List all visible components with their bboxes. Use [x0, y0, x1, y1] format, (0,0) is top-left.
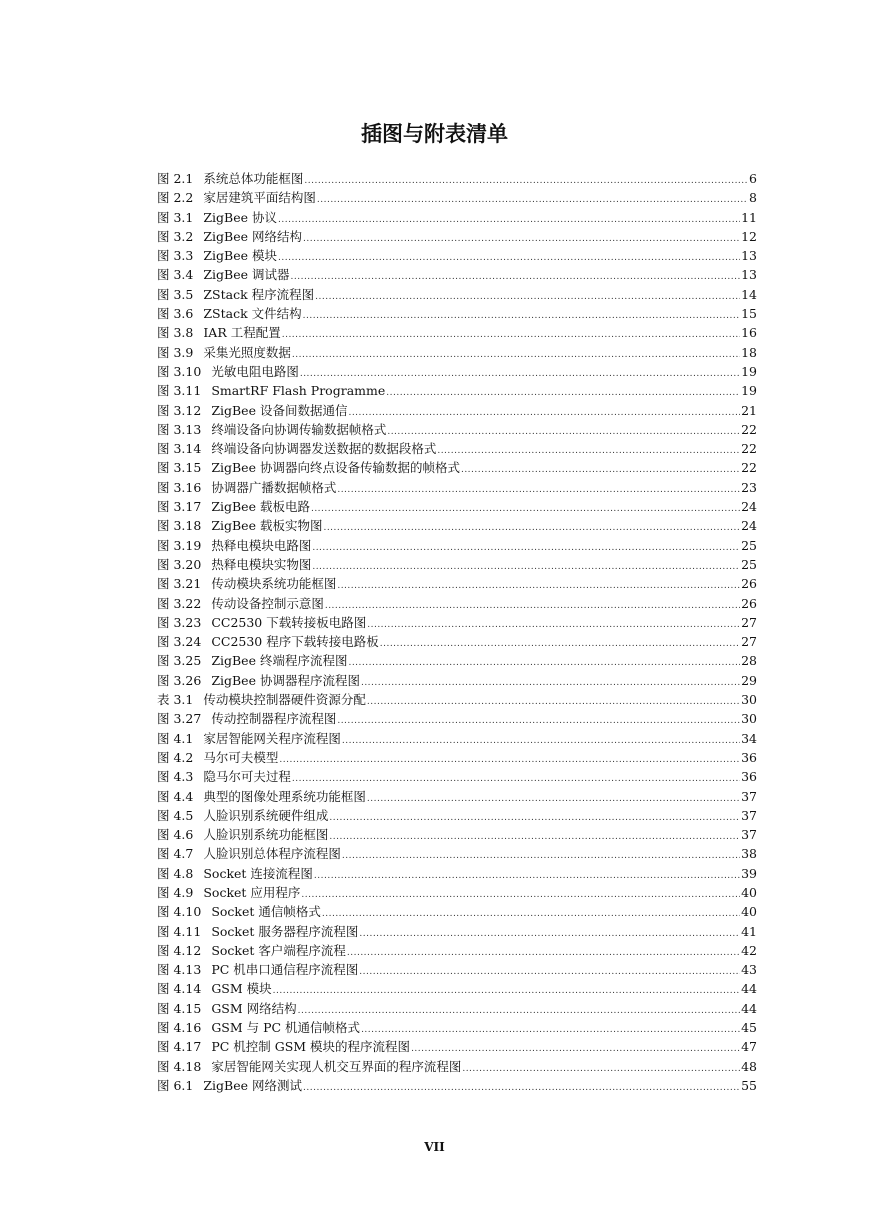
page-title: 插图与附表清单	[361, 122, 508, 146]
entry-number: 图 3.4	[157, 267, 194, 283]
entry-label: 人脸识别系统硬件组成	[203, 807, 329, 823]
entry-page: 38	[741, 846, 757, 862]
entry-number: 图 3.24	[157, 634, 202, 650]
dot-leader	[311, 500, 740, 519]
entry-label: ZigBee 载板电路	[211, 499, 310, 515]
toc-entry[interactable]	[157, 439, 757, 458]
entry-number: 图 3.20	[157, 556, 202, 572]
entry-page: 30	[741, 692, 757, 708]
dot-leader	[337, 712, 740, 731]
dot-leader	[317, 191, 748, 210]
entry-number: 图 4.2	[157, 749, 194, 765]
toc-entry[interactable]	[157, 883, 757, 902]
toc-entry[interactable]	[157, 169, 757, 188]
dot-leader	[359, 925, 740, 944]
entry-label: 家居智能网关实现人机交互界面的程序流程图	[211, 1058, 462, 1074]
dot-leader	[323, 519, 740, 538]
dot-leader	[325, 597, 740, 616]
entry-label: Socket 连接流程图	[203, 865, 313, 881]
entry-label: ZigBee 协调器程序流程图	[211, 672, 360, 688]
entry-label: 传动模块控制器硬件资源分配	[203, 692, 366, 708]
entry-number: 图 3.8	[157, 325, 194, 341]
dot-leader	[303, 230, 740, 249]
entry-page: 30	[741, 711, 757, 727]
entry-label: 家居智能网关程序流程图	[203, 730, 341, 746]
entry-label: GSM 模块	[211, 981, 272, 997]
dot-leader	[342, 847, 740, 866]
entry-number: 图 3.25	[157, 653, 202, 669]
dot-leader	[312, 558, 740, 577]
entry-page: 44	[741, 981, 757, 997]
dot-leader	[387, 423, 740, 442]
entry-number: 图 4.13	[157, 962, 202, 978]
entry-page: 14	[741, 286, 757, 302]
entry-number: 图 4.1	[157, 730, 194, 746]
entry-page: 36	[741, 749, 757, 765]
entry-label: Socket 客户端程序流程	[211, 942, 346, 958]
entry-page: 37	[741, 788, 757, 804]
entry-page: 19	[741, 383, 757, 399]
dot-leader	[461, 461, 740, 480]
entry-label: ZigBee 终端程序流程图	[211, 653, 348, 669]
entry-page: 28	[741, 653, 757, 669]
entry-page: 37	[741, 807, 757, 823]
entry-number: 图 3.3	[157, 248, 194, 264]
entry-number: 图 4.10	[157, 904, 202, 920]
dot-leader	[342, 732, 740, 751]
entry-label: 光敏电阻电路图	[211, 363, 299, 379]
toc-entry[interactable]	[157, 902, 757, 921]
entry-number: 图 4.15	[157, 1000, 202, 1016]
entry-number: 图 4.17	[157, 1039, 202, 1055]
entry-label: ZigBee 调试器	[203, 267, 290, 283]
entry-number: 图 3.10	[157, 363, 202, 379]
toc-entry[interactable]	[157, 420, 757, 439]
entry-page: 27	[741, 634, 757, 650]
entry-page: 43	[741, 962, 757, 978]
entry-label: ZigBee 协调器向终点设备传输数据的帧格式	[211, 460, 460, 476]
entry-page: 40	[741, 884, 757, 900]
entry-label: PC 机串口通信程序流程图	[211, 962, 359, 978]
entry-label: 采集光照度数据	[203, 344, 291, 360]
entry-page: 55	[741, 1077, 757, 1093]
toc-entry[interactable]	[157, 671, 757, 690]
entry-number: 图 3.16	[157, 479, 202, 495]
toc-entry[interactable]	[157, 613, 757, 632]
entry-label: SmartRF Flash Programme	[211, 383, 386, 399]
entry-page: 12	[741, 228, 757, 244]
dot-leader	[348, 404, 740, 423]
entry-label: ZigBee 模块	[203, 248, 277, 264]
dot-leader	[367, 616, 740, 635]
entry-number: 图 4.11	[157, 923, 202, 939]
entry-label: 终端设备向协调器发送数据的数据段格式	[211, 441, 437, 457]
dot-leader	[322, 905, 740, 924]
dot-leader	[292, 346, 740, 365]
entry-page: 48	[741, 1058, 757, 1074]
toc-entry[interactable]	[157, 208, 757, 227]
entry-page: 16	[741, 325, 757, 341]
dot-leader	[304, 172, 748, 191]
entry-page: 42	[741, 942, 757, 958]
entry-label: 协调器广播数据帧格式	[211, 479, 337, 495]
entry-label: 隐马尔可夫过程	[203, 769, 291, 785]
toc-entry[interactable]	[157, 729, 757, 748]
entry-label: ZigBee 载板实物图	[211, 518, 323, 534]
toc-entry[interactable]	[157, 844, 757, 863]
toc-entry[interactable]	[157, 922, 757, 941]
toc-entry[interactable]	[157, 632, 757, 651]
entry-page: 18	[741, 344, 757, 360]
entry-label: 热释电模块实物图	[211, 556, 312, 572]
dot-leader	[278, 249, 740, 268]
entry-label: ZigBee 网络测试	[203, 1077, 302, 1093]
entry-page: 44	[741, 1000, 757, 1016]
dot-leader	[314, 867, 740, 886]
entry-label: 典型的图像处理系统功能框图	[203, 788, 366, 804]
entry-label: Socket 通信帧格式	[211, 904, 321, 920]
toc-entry[interactable]	[157, 555, 757, 574]
toc-entry[interactable]	[157, 594, 757, 613]
entry-number: 图 4.5	[157, 807, 194, 823]
dot-leader	[347, 944, 740, 963]
entry-number: 图 4.9	[157, 884, 194, 900]
entry-page: 23	[741, 479, 757, 495]
entry-number: 图 3.18	[157, 518, 202, 534]
dot-leader	[282, 326, 740, 345]
entry-label: IAR 工程配置	[203, 325, 281, 341]
entry-label: 传动设备控制示意图	[211, 595, 324, 611]
dot-leader	[367, 693, 740, 712]
entry-page: 22	[741, 460, 757, 476]
toc-entry[interactable]	[157, 690, 757, 709]
page-number: VII	[424, 1140, 445, 1154]
entry-page: 6	[749, 171, 757, 186]
entry-page: 15	[741, 306, 757, 322]
dot-leader	[367, 790, 740, 809]
entry-number: 图 4.18	[157, 1058, 202, 1074]
entry-page: 37	[741, 827, 757, 843]
dot-leader	[312, 539, 740, 558]
toc-entry[interactable]	[157, 1057, 757, 1076]
entry-page: 36	[741, 769, 757, 785]
dot-leader	[298, 1002, 740, 1021]
entry-page: 22	[741, 441, 757, 457]
dot-leader	[386, 384, 740, 403]
entry-page: 26	[741, 595, 757, 611]
dot-leader	[337, 481, 740, 500]
entry-number: 图 2.2	[157, 190, 194, 206]
toc-entry[interactable]	[157, 265, 757, 284]
dot-leader	[315, 288, 740, 307]
toc-entry[interactable]	[157, 574, 757, 593]
dot-leader	[437, 442, 740, 461]
toc-entry[interactable]	[157, 748, 757, 767]
entry-page: 13	[741, 267, 757, 283]
entry-page: 34	[741, 730, 757, 746]
entry-label: CC2530 程序下载转接电路板	[211, 634, 379, 650]
toc-entry[interactable]	[157, 1037, 757, 1056]
entry-label: 热释电模块电路图	[211, 537, 312, 553]
toc-entry[interactable]	[157, 362, 757, 381]
entry-label: GSM 网络结构	[211, 1000, 297, 1016]
entry-label: ZStack 文件结构	[203, 306, 302, 322]
toc-entry[interactable]	[157, 806, 757, 825]
dot-leader	[273, 982, 740, 1001]
toc-entry[interactable]	[157, 188, 757, 207]
entry-number: 图 3.19	[157, 537, 202, 553]
dot-leader	[329, 809, 740, 828]
entry-page: 22	[741, 421, 757, 437]
entry-number: 图 4.6	[157, 827, 194, 843]
entry-number: 图 3.27	[157, 711, 202, 727]
toc-entry[interactable]	[157, 478, 757, 497]
entry-label: 马尔可夫模型	[203, 749, 279, 765]
entry-label: 系统总体功能框图	[203, 171, 304, 186]
entry-number: 图 4.3	[157, 769, 194, 785]
entry-page: 45	[741, 1020, 757, 1036]
entry-label: ZigBee 设备间数据通信	[211, 402, 348, 418]
dot-leader	[361, 674, 740, 693]
entry-label: Socket 服务器程序流程图	[211, 923, 359, 939]
entry-number: 图 3.2	[157, 228, 194, 244]
toc-entry[interactable]	[157, 825, 757, 844]
toc-entry[interactable]	[157, 381, 757, 400]
dot-leader	[303, 1079, 740, 1098]
entry-number: 图 3.15	[157, 460, 202, 476]
toc-entry[interactable]	[157, 401, 757, 420]
entry-number: 图 3.21	[157, 576, 202, 592]
toc-entry[interactable]	[157, 323, 757, 342]
entry-number: 图 4.4	[157, 788, 194, 804]
entry-number: 图 3.14	[157, 441, 202, 457]
entry-number: 图 3.12	[157, 402, 202, 418]
dot-leader	[361, 1021, 740, 1040]
toc-entry[interactable]	[157, 979, 757, 998]
entry-number: 图 4.16	[157, 1020, 202, 1036]
entry-label: ZStack 程序流程图	[203, 286, 315, 302]
entry-number: 图 3.11	[157, 383, 202, 399]
entry-number: 图 3.9	[157, 344, 194, 360]
toc-entry[interactable]	[157, 1018, 757, 1037]
entry-label: 人脸识别系统功能框图	[203, 827, 329, 843]
entry-page: 41	[741, 923, 757, 939]
entry-page: 29	[741, 672, 757, 688]
entry-number: 图 3.6	[157, 306, 194, 322]
dot-leader	[279, 751, 740, 770]
dot-leader	[291, 268, 741, 287]
entry-page: 39	[741, 865, 757, 881]
entry-page: 21	[741, 402, 757, 418]
entry-page: 8	[749, 190, 757, 206]
toc-entry[interactable]	[157, 999, 757, 1018]
entry-page: 47	[741, 1039, 757, 1055]
toc-entry[interactable]	[157, 227, 757, 246]
entry-page: 25	[741, 556, 757, 572]
entry-number: 图 3.17	[157, 499, 202, 515]
entry-number: 图 3.13	[157, 421, 202, 437]
entry-number: 图 4.14	[157, 981, 202, 997]
entry-label: 传动模块系统功能框图	[211, 576, 337, 592]
entry-number: 图 4.8	[157, 865, 194, 881]
dot-leader	[462, 1060, 740, 1079]
toc-entry[interactable]	[157, 787, 757, 806]
dot-leader	[337, 577, 740, 596]
dot-leader	[278, 211, 740, 230]
entry-page: 27	[741, 614, 757, 630]
toc-entry[interactable]	[157, 246, 757, 265]
dot-leader	[303, 307, 740, 326]
entry-label: PC 机控制 GSM 模块的程序流程图	[211, 1039, 411, 1055]
entry-label: ZigBee 网络结构	[203, 228, 302, 244]
entry-label: GSM 与 PC 机通信帧格式	[211, 1020, 361, 1036]
entry-label: 传动控制器程序流程图	[211, 711, 337, 727]
entry-page: 24	[741, 518, 757, 534]
entry-number: 图 3.26	[157, 672, 202, 688]
dot-leader	[329, 828, 740, 847]
toc-entry[interactable]	[157, 458, 757, 477]
toc-entry[interactable]	[157, 941, 757, 960]
dot-leader	[301, 886, 740, 905]
entry-number: 图 3.1	[157, 209, 194, 225]
entry-page: 26	[741, 576, 757, 592]
entry-page: 24	[741, 499, 757, 515]
figure-list	[157, 169, 757, 1095]
toc-entry[interactable]	[157, 497, 757, 516]
toc-entry[interactable]	[157, 709, 757, 728]
entry-label: 终端设备向协调传输数据帧格式	[211, 421, 387, 437]
dot-leader	[348, 654, 740, 673]
entry-number: 图 4.7	[157, 846, 194, 862]
entry-label: 家居建筑平面结构图	[203, 190, 316, 206]
entry-page: 25	[741, 537, 757, 553]
dot-leader	[359, 963, 740, 982]
toc-entry[interactable]	[157, 651, 757, 670]
toc-entry[interactable]	[157, 1076, 757, 1095]
entry-page: 40	[741, 904, 757, 920]
toc-entry[interactable]	[157, 343, 757, 362]
entry-page: 13	[741, 248, 757, 264]
entry-label: Socket 应用程序	[203, 884, 301, 900]
toc-entry[interactable]	[157, 516, 757, 535]
entry-number: 图 3.23	[157, 614, 202, 630]
entry-page: 11	[741, 209, 757, 225]
entry-page: 19	[741, 363, 757, 379]
entry-number: 图 4.12	[157, 942, 202, 958]
dot-leader	[380, 635, 740, 654]
toc-entry[interactable]	[157, 285, 757, 304]
toc-entry[interactable]	[157, 960, 757, 979]
toc-entry[interactable]	[157, 304, 757, 323]
entry-number: 图 2.1	[157, 171, 194, 186]
entry-label: ZigBee 协议	[203, 209, 277, 225]
entry-number: 图 3.22	[157, 595, 202, 611]
toc-entry[interactable]	[157, 767, 757, 786]
entry-label: 人脸识别总体程序流程图	[203, 846, 341, 862]
entry-number: 图 6.1	[157, 1077, 194, 1093]
toc-entry[interactable]	[157, 536, 757, 555]
toc-entry[interactable]	[157, 864, 757, 883]
entry-number: 图 3.5	[157, 286, 194, 302]
entry-number: 表 3.1	[157, 692, 194, 708]
entry-label: CC2530 下载转接板电路图	[211, 614, 367, 630]
